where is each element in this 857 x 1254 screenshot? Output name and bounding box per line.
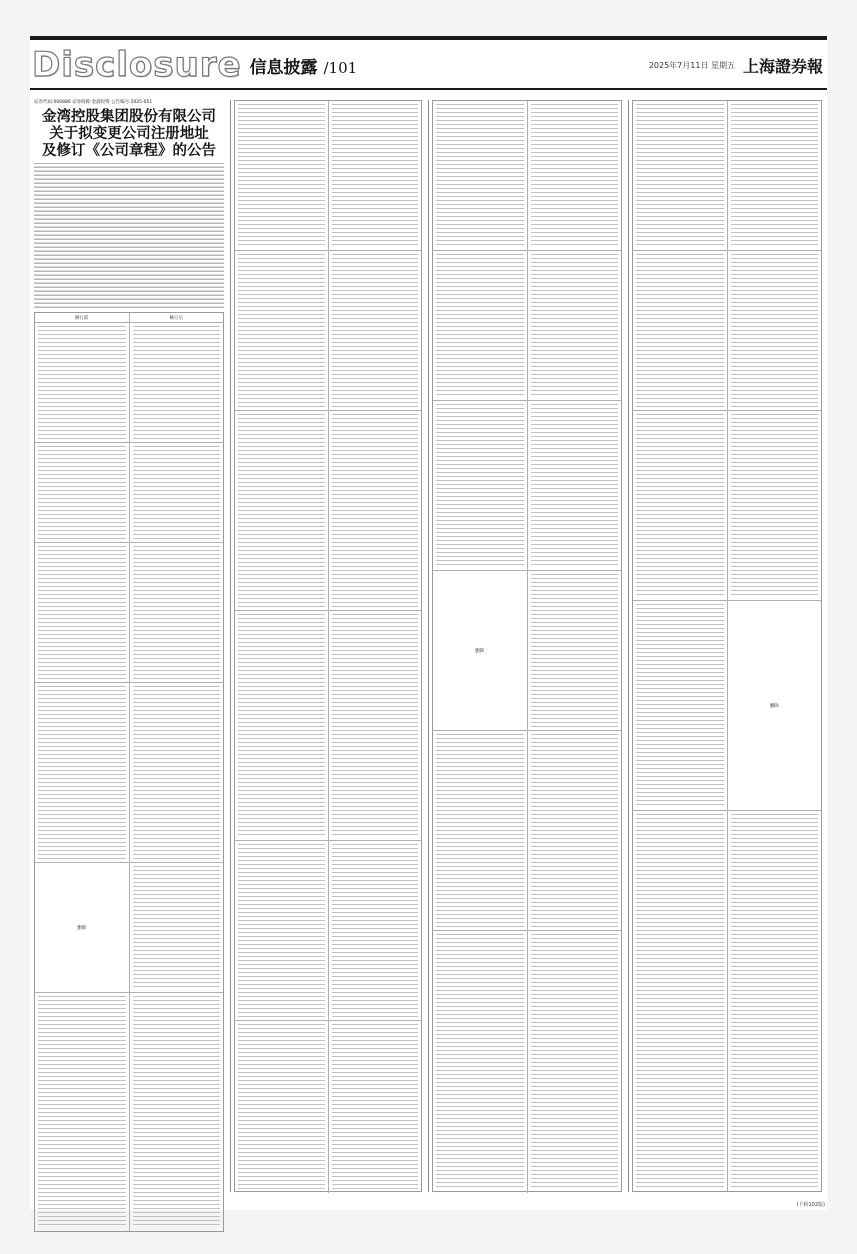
cell-text-lines — [332, 614, 419, 837]
table-cell — [633, 101, 727, 250]
cell-text-lines — [238, 614, 325, 837]
table-cell — [527, 401, 622, 570]
cell-text-lines — [436, 404, 524, 567]
newspaper-name: 上海證券報 — [742, 56, 823, 76]
page-number: /101 — [323, 58, 358, 77]
table-cell — [727, 811, 822, 1191]
cell-text-lines — [332, 1024, 419, 1190]
column-divider — [428, 100, 429, 1192]
table-cell — [129, 863, 224, 992]
column-divider — [230, 100, 231, 1192]
cell-text-lines — [38, 686, 126, 859]
table-cell — [433, 251, 527, 400]
cell-text-lines — [38, 546, 126, 679]
table-cell — [328, 411, 422, 610]
cell-text-lines — [133, 686, 221, 859]
table-cell — [129, 543, 224, 682]
cell-text-lines — [531, 934, 619, 1190]
cell-text-lines — [636, 414, 724, 597]
cell-text-lines — [38, 326, 126, 439]
table-row — [35, 443, 223, 543]
table-cell — [527, 931, 622, 1193]
cell-text-lines — [332, 104, 419, 247]
table-cell — [235, 611, 328, 840]
cell-text-lines — [133, 446, 221, 539]
table-row — [235, 101, 421, 251]
table-row — [235, 611, 421, 841]
table-cell — [433, 101, 527, 250]
table-cell — [35, 443, 129, 542]
table-cell — [433, 401, 527, 570]
table-cell-merged: 删除 — [77, 925, 87, 931]
table-cell — [129, 443, 224, 542]
table-row — [35, 993, 223, 1231]
table-row — [433, 251, 621, 401]
table-cell — [727, 411, 822, 600]
title-line-3: 及修订《公司章程》的公告 — [42, 142, 216, 159]
cell-text-lines — [436, 934, 524, 1190]
table-cell — [527, 571, 622, 730]
top-rule — [30, 36, 827, 40]
section-title — [250, 53, 358, 78]
table-cell — [35, 323, 129, 442]
column-2 — [234, 100, 422, 1192]
table-cell — [633, 601, 727, 810]
cell-text-lines — [531, 574, 619, 727]
column-4 — [632, 100, 822, 1192]
table-cell-merged: 删除 — [475, 648, 485, 654]
table-row — [35, 543, 223, 683]
cell-text-lines — [38, 996, 126, 1228]
cell-text-lines — [238, 844, 325, 1017]
table-row — [433, 401, 621, 571]
announcement-codes: 证券代码:000886 证券简称:金浦投资 公告编号:2025-051 — [34, 100, 153, 105]
table-cell-merged: 删除 — [727, 601, 822, 810]
table-row — [235, 411, 421, 611]
cell-text-lines — [531, 734, 619, 927]
cell-text-lines — [38, 446, 126, 539]
table-cell — [129, 993, 224, 1231]
cell-text-lines — [133, 866, 221, 989]
amendment-table-continued — [234, 100, 422, 1192]
column-3 — [432, 100, 622, 1192]
cell-text-lines — [238, 414, 325, 607]
table-cell — [129, 323, 224, 442]
table-row — [35, 863, 223, 993]
table-header-before: 修订前 — [75, 315, 89, 321]
cell-text-lines — [731, 254, 819, 407]
amendment-table-continued — [432, 100, 622, 1192]
table-cell — [727, 101, 822, 250]
table-cell — [527, 731, 622, 930]
table-row — [633, 411, 821, 601]
cell-text-lines — [238, 254, 325, 407]
cell-text-lines — [636, 104, 724, 247]
cell-text-lines — [531, 254, 619, 397]
table-cell — [633, 251, 727, 410]
title-line-2: 关于拟变更公司注册地址 — [49, 125, 209, 142]
cell-text-lines — [133, 996, 221, 1228]
table-row — [433, 731, 621, 931]
table-cell — [235, 841, 328, 1020]
table-cell — [727, 251, 822, 410]
cell-text-lines — [636, 814, 724, 1188]
table-cell — [35, 543, 129, 682]
table-row — [633, 251, 821, 411]
cell-text-lines — [238, 104, 325, 247]
table-cell — [633, 811, 727, 1191]
cell-text-lines — [332, 254, 419, 407]
table-cell — [35, 993, 129, 1231]
amendment-table — [34, 312, 224, 1232]
table-row — [235, 841, 421, 1021]
table-row — [235, 251, 421, 411]
table-header-after: 修订后 — [129, 313, 224, 322]
table-cell — [433, 931, 527, 1193]
table-cell — [235, 411, 328, 610]
announcement-body-text — [34, 163, 224, 308]
table-cell — [35, 683, 129, 862]
section-name: 信息披露 — [249, 57, 318, 78]
table-row — [433, 931, 621, 1193]
table-cell — [235, 1021, 328, 1193]
table-row — [35, 683, 223, 863]
table-row — [35, 323, 223, 443]
table-cell — [328, 841, 422, 1020]
cell-text-lines — [238, 1024, 325, 1190]
table-cell — [328, 611, 422, 840]
table-cell — [433, 731, 527, 930]
table-header-row — [35, 313, 223, 323]
table-cell — [328, 251, 422, 410]
cell-text-lines — [436, 254, 524, 397]
cell-text-lines — [133, 326, 221, 439]
cell-text-lines — [531, 104, 619, 247]
cell-text-lines — [531, 404, 619, 567]
cell-text-lines — [636, 604, 724, 807]
table-row — [433, 101, 621, 251]
table-cell — [235, 251, 328, 410]
table-cell — [235, 101, 328, 250]
table-row — [235, 1021, 421, 1193]
table-cell — [527, 251, 622, 400]
amendment-table-continued — [632, 100, 822, 1192]
column-divider — [628, 100, 629, 1192]
table-cell — [129, 683, 224, 862]
dateline: 2025年7月11日 星期五 — [648, 60, 735, 70]
table-cell — [328, 1021, 422, 1193]
table-cell — [328, 101, 422, 250]
cell-text-lines — [332, 414, 419, 607]
column-1 — [34, 100, 224, 1192]
cell-text-lines — [332, 844, 419, 1017]
announcement-title — [34, 108, 224, 159]
continued-note: (下转102版) — [796, 1202, 825, 1208]
cell-text-lines — [731, 414, 819, 597]
table-row — [633, 101, 821, 251]
cell-text-lines — [133, 546, 221, 679]
title-line-1: 金湾控股集团股份有限公司 — [42, 108, 216, 125]
table-row — [433, 571, 621, 731]
table-row — [633, 811, 821, 1191]
cell-text-lines — [436, 104, 524, 247]
cell-text-lines — [731, 104, 819, 247]
header-right — [649, 54, 823, 77]
table-cell — [527, 101, 622, 250]
body-text-lines — [34, 163, 224, 308]
table-row — [633, 601, 821, 811]
table-cell — [633, 411, 727, 600]
masthead: Disclosure — [32, 45, 242, 85]
cell-text-lines — [731, 814, 819, 1188]
header-rule — [30, 88, 827, 90]
page-header — [30, 44, 827, 86]
cell-text-lines — [636, 254, 724, 407]
cell-text-lines — [436, 734, 524, 927]
